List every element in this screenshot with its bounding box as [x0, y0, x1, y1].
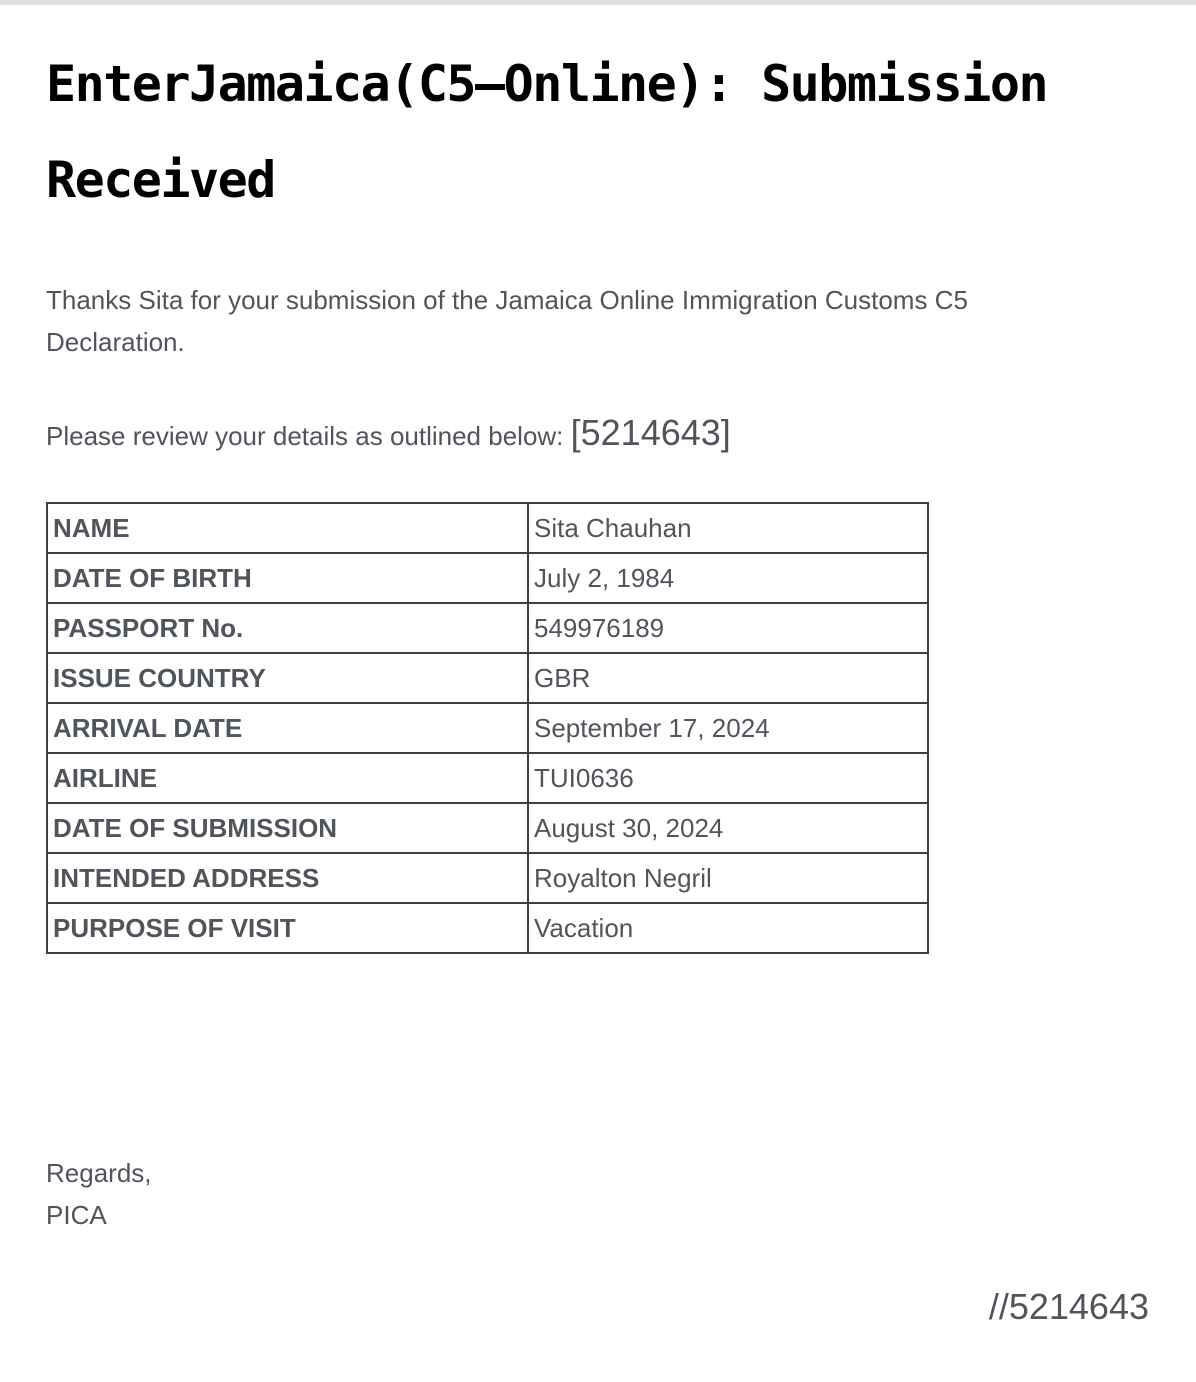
- detail-label: DATE OF SUBMISSION: [47, 803, 528, 853]
- detail-label: PURPOSE OF VISIT: [47, 903, 528, 953]
- detail-value: TUI0636: [528, 753, 928, 803]
- review-text: Please review your details as outlined below:: [46, 421, 571, 451]
- detail-value: 549976189: [528, 603, 928, 653]
- detail-label: NAME: [47, 503, 528, 553]
- table-row: [47, 803, 928, 853]
- table-row: [47, 903, 928, 953]
- top-border: [0, 0, 1196, 5]
- detail-value: GBR: [528, 653, 928, 703]
- detail-label: ARRIVAL DATE: [47, 703, 528, 753]
- signature-text: PICA: [46, 1200, 107, 1230]
- details-table: [46, 502, 929, 954]
- closing-text: Regards,: [46, 1158, 152, 1188]
- reference-number: [5214643]: [570, 412, 731, 453]
- closing-block: [46, 1152, 152, 1236]
- table-row: [47, 703, 928, 753]
- table-row: [47, 653, 928, 703]
- table-row: [47, 853, 928, 903]
- detail-value: August 30, 2024: [528, 803, 928, 853]
- detail-label: DATE OF BIRTH: [47, 553, 528, 603]
- intro-text: Thanks Sita for your submission of the Jamaica Online Immigration Customs C5 Declaration.: [46, 285, 968, 357]
- detail-label: PASSPORT No.: [47, 603, 528, 653]
- email-title: EnterJamaica(C5–Online): Submission Received: [46, 55, 1048, 209]
- table-row: [47, 603, 928, 653]
- review-line: [46, 405, 731, 464]
- detail-label: ISSUE COUNTRY: [47, 653, 528, 703]
- detail-label: AIRLINE: [47, 753, 528, 803]
- detail-value: July 2, 1984: [528, 553, 928, 603]
- detail-value: Sita Chauhan: [528, 503, 928, 553]
- table-row: [47, 503, 928, 553]
- detail-value: Royalton Negril: [528, 853, 928, 903]
- table-row: [47, 753, 928, 803]
- detail-label: INTENDED ADDRESS: [47, 853, 528, 903]
- table-row: [47, 553, 928, 603]
- detail-value: Vacation: [528, 903, 928, 953]
- detail-value: September 17, 2024: [528, 703, 928, 753]
- footer-reference: //5214643: [988, 1286, 1149, 1327]
